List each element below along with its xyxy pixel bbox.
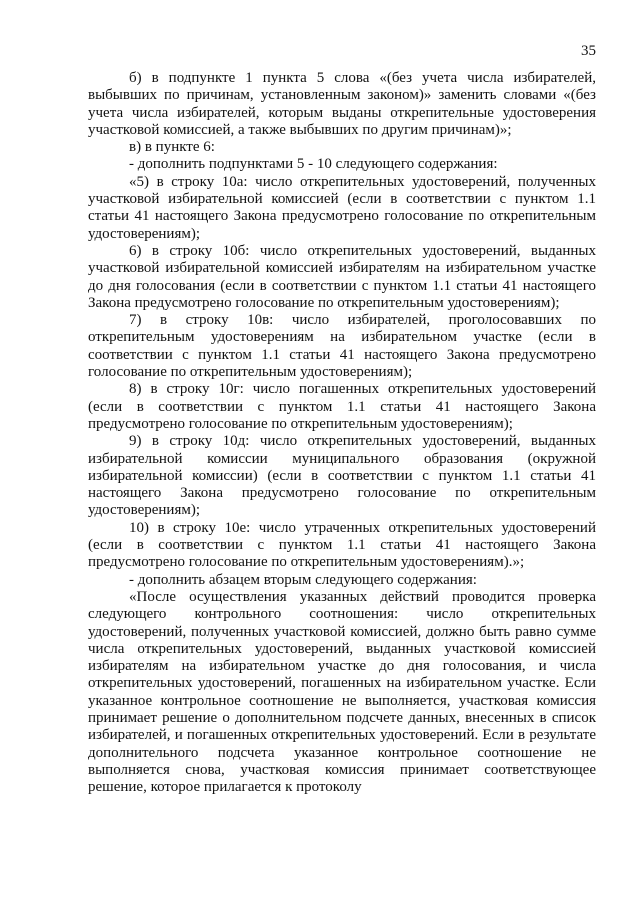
page-number: 35 — [581, 43, 596, 59]
paragraph-item-7: 7) в строку 10в: число избирателей, проголосовавших по открепительным удостоверениям на избирательном участке (если в соответствии с пунктом 1.1 статьи 41 настоящего Закона предусмотрено голосование по открепительным удостоверениям); — [88, 312, 596, 381]
paragraph-item-10: 10) в строку 10е: число утраченных открепительных удостоверений (если в соответствии с пунктом 1.1 статьи 41 настоящего Закона предусмотрено голосование по открепительным удостоверениям).»; — [88, 519, 596, 571]
paragraph-add-second-para: - дополнить абзацем вторым следующего содержания: — [129, 571, 477, 588]
paragraph-subitem-v: в) в пункте 6: — [129, 139, 215, 156]
paragraph-item-9: 9) в строку 10д: число открепительных удостоверений, выданных избирательной комиссии муниципального образования (окружной избирательной комиссии) (если в соответствии с пунктом 1.1 статьи 41 настоящего Закона предусмотрено голосование по открепительным удостоверениям); — [88, 433, 596, 519]
paragraph-item-6: 6) в строку 10б: число открепительных удостоверений, выданных участковой избирательной комиссией избирателям на избирательном участке до дня голосования (если в соответствии с пунктом 1.1 статьи 41 настоящего Закона предусмотрено голосование по открепительным удостоверениям); — [88, 242, 596, 311]
paragraph-control-check: «После осуществления указанных действий проводится проверка следующего контрольного соотношения: число открепительных удостоверений, полученных участковой комиссией, должно быть равно сумме числа открепительных удостоверений, выданных участковой комиссией избирателям на избирательном участке до дня голосования, и числа открепительных удостоверений, погашенных на избирательном участке. Если указанное контрольное соотношение не выполняется, участковая комиссия принимает решение о дополнительном подсчете данных, внесенных в список избирателей, и погашенных открепительных удостоверений. Если в результате дополнительного подсчета указанное контрольное соотношение не выполняется снова, участковая комиссия принимает соответствующее решение, которое прилагается к протоколу — [88, 588, 596, 796]
paragraph-subitem-b: б) в подпункте 1 пункта 5 слова «(без учета числа избирателей, выбывших по причинам, установленным законом)» заменить словами «(без учета числа избирателей, которым выданы открепительные удостоверения участковой комиссией, а также выбывших по другим причинам)»; — [88, 70, 596, 138]
paragraph-item-8: 8) в строку 10г: число погашенных открепительных удостоверений (если в соответствии с пунктом 1.1 статьи 41 настоящего Закона предусмотрено голосование по открепительным удостоверениям); — [88, 381, 596, 432]
paragraph-add-subitems: - дополнить подпунктами 5 - 10 следующего содержания: — [129, 156, 498, 173]
paragraph-item-5: «5) в строку 10а: число открепительных удостоверений, полученных участковой избирательной комиссией (если в соответствии с пунктом 1.1 статьи 41 настоящего Закона предусмотрено голосование по открепительным удостоверениям); — [88, 173, 596, 242]
document-body — [88, 70, 596, 796]
